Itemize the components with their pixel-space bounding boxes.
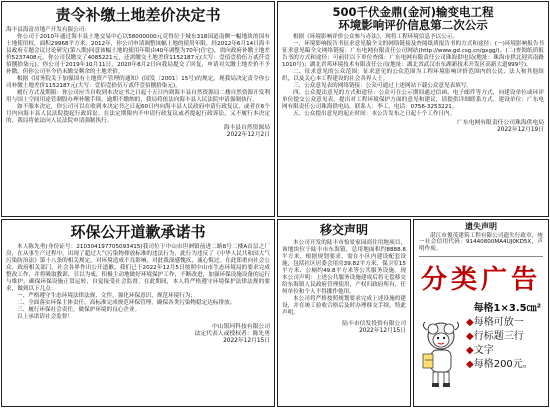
notice-signature: 海丰县自然资源局: [223, 124, 270, 131]
notice-title-line2: 环境影响评价信息第二次公示: [338, 17, 488, 32]
notice-para: 履行方式及期限：你公司应当自收到本决定书之日起十五日内到海丰县自然资源局二楼自然资源开发利用与国土空间用途管制股办理补缴手续，逾期不缴纳的，我局将依法向海丰县人民法院申请强制执行。: [6, 89, 270, 103]
notice-para: 本人陈先勇(身份证号：210304197705093415)我司位于中山市坦洲镇前进二路8号二楼A首层之厂房，在从事生产过程中，出现了超过大气污染物排放标准的违法行为，此行为违反了《中华人民共和国大气污染防治法》第十八条的相关规定，对环境造成不良影响，对此我深感愧疚，诚心悔过。在此郑重向社会公众、政府相关部门、社会各界作出公开道歉。我们已于2022年12月5日按照中山市生态环境局的要求完成整改工作，并将吸取教训、引以为戒，积极主动地做好环境保护工作，不断改进，加强环保设施设备的运行与维护，确保环保设施正常运转，自觉接受社会监督。在此期间，本人将严格遵守环境保护法律法规的要求，做到以下几点：: [6, 243, 270, 292]
notice-signature: 陆丰市信发投资有限公司: [342, 321, 406, 328]
sheep-icon: [419, 316, 463, 390]
classified-ad-box: [413, 219, 549, 407]
lost-notice-title: 遗失声明: [465, 222, 497, 231]
notice-para: 三、公众意见表的网络链接：公众可通过上述网站下载公众意见表填写。: [293, 83, 473, 90]
ad-bullet-text: 每格200元。: [473, 358, 533, 370]
lost-notice-text: 湛江市俊茂建筑工程有限公司遗失行政章，统一社会信用代码：91440800MA4UJ0KD5X，声明作废。: [419, 232, 543, 252]
notice-para: 海丰县海富房地产开发有限公司：: [6, 26, 90, 33]
notice-signature: 广东电网有限责任公司珠海供电局: [457, 120, 544, 127]
ad-bullet-text: 每格可放一: [473, 316, 524, 328]
notice-title: 环保公开道歉承诺书: [70, 223, 206, 241]
star-icon: ◆: [466, 330, 474, 342]
notice-para: 根据《国务院关于加强国有土地资产管理的通知》(国发〔2001〕15号)的规定，现我局决定责令你公司补缴土地差价1152187元(大写：壹佰壹拾伍万贰仟壹佰捌拾柒元)。: [6, 75, 270, 89]
ad-bullet: [466, 316, 533, 330]
notice-para: 根据《环境影响评价公众参与办法》，现将工程环境信息予以公示。: [293, 34, 459, 41]
notice-para: 五、公众提出意见的起止时间：本公告发布之日起十个工作日内。: [293, 111, 456, 118]
environment-apology-notice: [1, 219, 275, 407]
star-icon: ◆: [466, 316, 474, 328]
notice-para: 二、征求意见的公众范围：征求意见的公众范围为工程环境影响评价范围内的公民、法人和其他组织，以及关心本工程建设的社会各界人士。: [282, 69, 544, 83]
notice-title-line1: 500千伏金鼎(金河)输变电工程: [332, 5, 494, 19]
notice-para: 四、公众提出意见的方式和途径：公众可在公示期间通过信函、电子邮件等方式，向建设单位或环评单位提交公众意见表，提出对工程环境保护方面的意见和建议，请提供详细联系方式。建设单位：广东电网有限责任公司珠海供电局，联系人：李工，电话：0756-3253221。: [282, 90, 544, 111]
ad-bullet-text: 行标题三行: [473, 330, 524, 342]
notice-date: 2022年12月15日: [223, 337, 270, 344]
star-icon: ◆: [466, 358, 474, 370]
ad-bullet-text: 文字: [473, 344, 494, 356]
handover-statement: [277, 219, 411, 407]
notice-date: 2022年12月19日: [497, 127, 544, 134]
notice-para: 二、全面落实环保主体责任，高标准完成规范环保管理，确保各类污染物稳定达标排放；: [17, 299, 236, 306]
ad-headline: 分类广告: [420, 264, 541, 295]
ad-bullet: [466, 344, 533, 358]
ad-body: [419, 316, 543, 390]
notice-date: 2022年12月15日: [359, 328, 406, 335]
notice-title: 责令补缴土地差价决定书: [55, 6, 221, 24]
notice-para: 本公司将严格按照规划要求完成上述设施的建设，并在竣工验收合格后及时办理移交手续。特此声明。: [282, 296, 406, 317]
notice-para: 三、履行环保社会责任，做保护环境的良心企业。: [17, 306, 141, 313]
notice-para: 一、环境影响报告书征求意见稿全文的网络链接及查阅纸质报告书的方式和途径：(一)环境影响报告书征求意见稿全文网络链接：广东电网有限责任公司网站(http://www.gd.csg.cn/gxgg/)。(二)查阅纸质报告书的方式和途径：可前往以下单位查阅：广东电网有限责任公司珠海供电局(地址：珠海市拱北迎宾南路1010号)；湖北君邦环境技术有限责任公司(地址：湖北省武汉市东湖新技术开发区高新大道999号)。: [282, 41, 544, 69]
star-icon: ◆: [466, 344, 474, 356]
notice-signature: 中山银珂科技有限公司: [212, 323, 270, 330]
notice-para: 你公司于2010年通过海丰县土地交易中心以58000000元竞得位于城东318国道南侧一幅地块的国有土地使用权，面积29968平方米。2012年，你公司申请调整该幅土地的使用年限，经2012年6月14日海丰县政府专题会议讨论研究(第八期)同意该幅土地的使用年限由40年调整为70年(住宅)，需向政府补缴土地差价5237408元，你公司仅缴交了4085221元，还需缴交土地差价1152187元(大写：壹佰壹拾伍万贰仟壹佰捌拾柒元)。你公司于2019年10月11日、2020年8月2日向我局提交了回复，申请对欠缴土地差价不予补缴，但你公司至今仍未缴交剩余的土地差价。: [6, 33, 270, 75]
notice-title: 移交声明: [319, 223, 368, 237]
notice-para: 本公司开发的陆丰市怡景家园商住用地项目，该地块位于陆丰市东海镇，总用地面积约8888.8平方米，根据规划要求，需在小区内建设配套设施，包括社区居委会用房39.82平方米、保卫室15平方米、公厕约49.8平方米等公共服务设施。现本公司声明：上述公共服务设施建成后将无偿移交给东海镇人民政府管理使用，产权归政府所有，任何单位和个人不得挪作他用。: [282, 240, 406, 296]
notice-para: 一、严格遵守生态环境法律法规、文件，强化环保意识，规范环境行为；: [17, 292, 197, 299]
ad-divider: [419, 256, 543, 257]
ad-bullet-list: [463, 316, 533, 372]
eia-publicity-notice: [277, 1, 549, 217]
notice-date: 2022年12月2日: [226, 131, 270, 138]
land-price-notice: [1, 1, 275, 217]
notice-signature-rep: 法定代表人或授权者：陈先勇: [194, 330, 270, 337]
notice-para: 以上承诺请社会监督！: [17, 313, 73, 320]
ad-bullet: [466, 330, 533, 344]
ad-price: 每格1×3.5㎝²: [473, 302, 541, 314]
ad-bullet: [466, 358, 533, 372]
notice-para: 如不服本决定，你公司可以在收到本决定书之日起60日内向海丰县人民政府申请行政复议，或者在6个月内向海丰县人民法院提起行政诉讼。在法定期限内不申请行政复议或者提起行政诉讼，又不履行本决定的，我局将依法向人民法院申请强制执行。: [6, 103, 270, 124]
